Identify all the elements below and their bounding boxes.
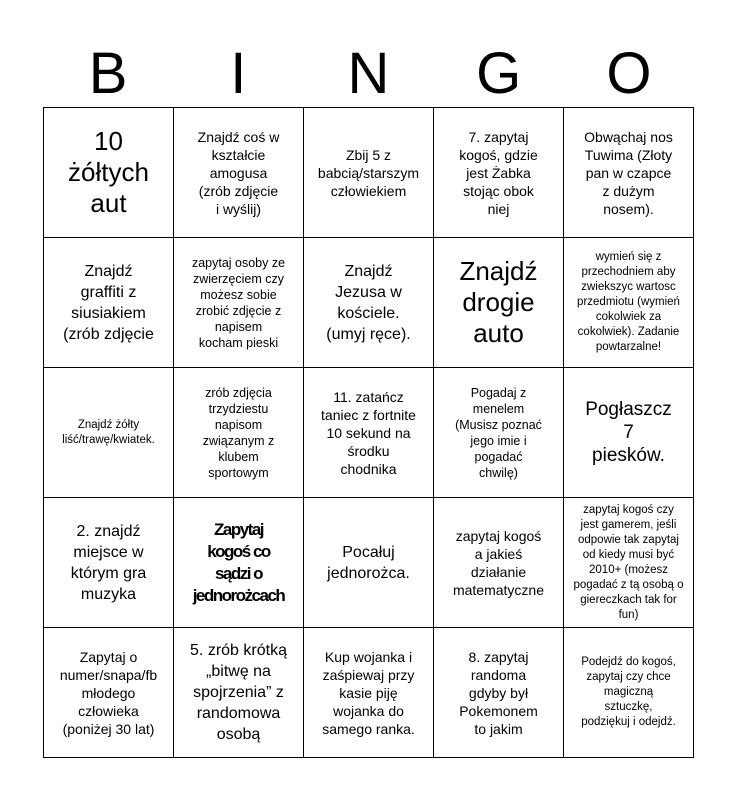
header-letter-n: N bbox=[347, 41, 390, 106]
cell-text: zapytaj kogoś a jakieś działanie matematyczne bbox=[452, 527, 545, 598]
cell-text: Obwąchaj nos Tuwima (Złoty pan w czapce z dużym nosem). bbox=[584, 128, 673, 217]
bingo-cell[interactable] bbox=[174, 368, 304, 498]
bingo-cell[interactable] bbox=[434, 498, 564, 628]
cell-text: Zbij 5 z babcią/starszym człowiekiem bbox=[317, 146, 420, 199]
cell-text: Pogadaj z menelem (Musisz poznać jego imie i pogadać chwilę) bbox=[455, 385, 542, 480]
bingo-cell[interactable] bbox=[304, 238, 434, 368]
bingo-cell[interactable] bbox=[564, 368, 694, 498]
bingo-cell[interactable] bbox=[434, 238, 564, 368]
cell-text: Znajdź coś w kształcie amogusa (zrób zdjęcie i wyślij) bbox=[197, 128, 280, 217]
bingo-cell[interactable] bbox=[174, 108, 304, 238]
bingo-cell[interactable] bbox=[564, 628, 694, 758]
header-letter-o: O bbox=[606, 41, 652, 106]
bingo-cell[interactable] bbox=[564, 108, 694, 238]
cell-text: Znajdź drogie auto bbox=[459, 256, 538, 348]
bingo-board bbox=[43, 107, 694, 758]
bingo-cell[interactable] bbox=[174, 628, 304, 758]
cell-text: 5. zrób krótką „bitwę na spojrzenia” z randomowa osobą bbox=[190, 642, 287, 743]
cell-text: Podejdź do kogoś, zapytaj czy chce magiczną sztuczkę, podziękuj i odejdź. bbox=[581, 656, 676, 728]
cell-text: 2. znajdź miejsce w którym gra muzyka bbox=[70, 522, 147, 603]
bingo-cell[interactable] bbox=[304, 368, 434, 498]
cell-text: Zapytaj o numer/snapa/fb młodego człowieka (poniżej 30 lat) bbox=[59, 648, 158, 737]
cell-text: zrób zdjęcia trzydziestu napisom związanym z klubem sportowym bbox=[202, 385, 275, 480]
cell-text: Znajdź żółty liść/trawę/kwiatek. bbox=[62, 418, 155, 446]
cell-text: Pocałuj jednorożca. bbox=[327, 543, 410, 582]
cell-text: wymień się z przechodniem aby zwiekszyc wartosc przedmiotu (wymień cokolwiek za cokolwiek). Zadanie powtarzalne! bbox=[577, 251, 680, 353]
cell-text: 8. zapytaj randoma gdyby był Pokemonem to jakim bbox=[459, 648, 538, 737]
bingo-cell[interactable] bbox=[44, 628, 174, 758]
cell-text: Kup wojanka i zaśpiewaj przy kasie piję wojanka do samego ranka. bbox=[322, 648, 415, 737]
bingo-cell[interactable] bbox=[44, 498, 174, 628]
bingo-cell[interactable] bbox=[174, 498, 304, 628]
bingo-cell[interactable] bbox=[44, 108, 174, 238]
bingo-cell[interactable] bbox=[434, 108, 564, 238]
header-letter-b: B bbox=[88, 41, 128, 106]
bingo-cell[interactable] bbox=[44, 238, 174, 368]
header-letter-g: G bbox=[476, 41, 522, 106]
bingo-cell[interactable] bbox=[174, 238, 304, 368]
bingo-cell[interactable] bbox=[304, 498, 434, 628]
cell-text: zapytaj kogoś czy jest gamerem, jeśli odpowie tak zapytaj od kiedy musi być 2010+ (możesz pogadać z tą osobą o giereczkach tak for fun) bbox=[573, 503, 684, 621]
bingo-cell[interactable] bbox=[564, 238, 694, 368]
cell-text: Pogłaszcz 7 piesków. bbox=[585, 399, 672, 466]
cell-text: zapytaj osoby ze zwierzęciem czy możesz sobie zrobić zdjęcie z napisem kocham pieski bbox=[191, 255, 286, 350]
cell-text: Znajdź Jezusa w kościele. (umyj ręce). bbox=[326, 262, 411, 343]
cell-text: Znajdź graffiti z siusiakiem (zrób zdjęcie bbox=[63, 262, 154, 343]
bingo-cell[interactable] bbox=[434, 368, 564, 498]
cell-text: Zapytaj kogoś co sądzi o jednorożcach bbox=[192, 519, 285, 605]
bingo-cell[interactable] bbox=[44, 368, 174, 498]
bingo-cell[interactable] bbox=[304, 108, 434, 238]
cell-text: 7. zapytaj kogoś, gdzie jest Żabka stojąc obok niej bbox=[459, 128, 538, 217]
header-letter-i: I bbox=[230, 41, 247, 106]
cell-text: 10 żółtych aut bbox=[68, 126, 149, 218]
bingo-cell[interactable] bbox=[564, 498, 694, 628]
cell-text: 11. zatańcz taniec z fortnite 10 sekund na środku chodnika bbox=[321, 388, 416, 477]
bingo-header bbox=[43, 40, 694, 108]
bingo-cell[interactable] bbox=[304, 628, 434, 758]
bingo-cell[interactable] bbox=[434, 628, 564, 758]
